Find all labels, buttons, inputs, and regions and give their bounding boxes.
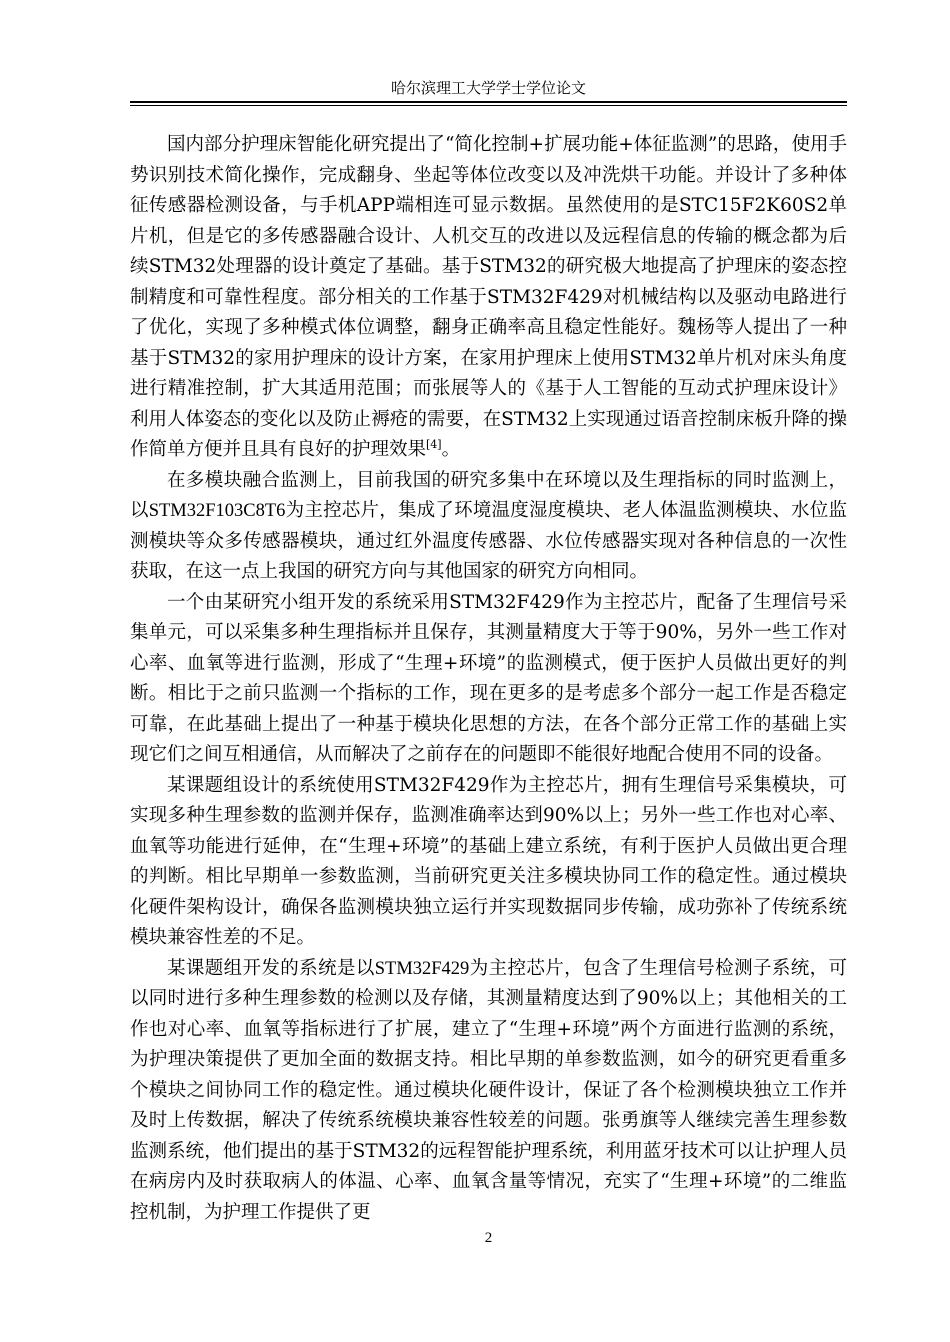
header-rule-thin [130,105,847,106]
paragraph-2-before: 在多模块融合监测上，目前我国的研究多集中在环境以及生理指标的同时监测上，以 [130,469,847,521]
paragraph-5-after: 为主控芯片，包含了生理信号检测子系统，可以同时进行多种生理参数的检测以及存储，其测量精度达到了90%以上；其他相关的工作也对心率、血氧等指标进行了扩展，建立了“生理+环境”两个方面进行监测的系统，为护理决策提供了更加全面的数据支持。相比早期的单参数监测，如今的研究更看重多个模块之间协同工作的稳定性。通过模块化硬件设计，保证了各个检测模块独立工作并及时上传数据，解决了传统系统模块兼容性较差的问题。张勇旗等人继续完善生理参数监测系统，他们提出的基于STM32的远程智能护理系统，利用蓝牙技术可以让护理人员在病房内及时获取病人的体温、心率、血氧含量等情况，充实了“生理+环境”的二维监控机制，为护理工作提供了更 [130,957,847,1223]
paragraph-4: 某课题组设计的系统使用STM32F429作为主控芯片，拥有生理信号采集模块，可实现多种生理参数的监测并保存，监测准确率达到90%以上；另外一些工作也对心率、血氧等功能进行延伸，在“生理+环境”的基础上建立系统，有利于医护人员做出更合理的判断。相比早期单一参数监测，当前研究更关注多模块协同工作的稳定性。通过模块化硬件架构设计，确保各监测模块独立运行并实现数据同步传输，成功弥补了传统系统模块兼容性差的不足。 [130,774,847,948]
paragraph-2-chip: STM32F103C8T6 [148,501,286,521]
paragraph-5-chip: STM32F429 [374,958,470,979]
paragraph-5 [130,954,847,1229]
page-number: 2 [484,1230,493,1246]
paragraph-2-after: 为主控芯片，集成了环境温度湿度模块、老人体温监测模块、水位监测模块等众多传感器模块，通过红外温度传感器、水位传感器实现对各种信息的一次性获取，在这一点上我国的研究方向与其他国家的研究方向相同。 [130,500,847,582]
paragraph-1 [130,130,847,466]
citation-4[interactable]: [4] [426,438,442,451]
paragraph-1-text: 国内部分护理床智能化研究提出了“简化控制+扩展功能+体征监测”的思路，使用手势识别技术简化操作，完成翻身、坐起等体位改变以及冲洗烘干功能。并设计了多种体征传感器检测设备，与手机APP端相连可显示数据。虽然使用的是STC15F2K60S2单片机，但是它的多传感器融合设计、人机交互的改进以及远程信息的传输的概念都为后续STM32处理器的设计奠定了基础。基于STM32的研究极大地提高了护理床的姿态控制精度和可靠性程度。部分相关的工作基于STM32F429对机械结构以及驱动电路进行了优化，实现了多种模式体位调整，翻身正确率高且稳定性能好。魏杨等人提出了一种基于STM32的家用护理床的设计方案，在家用护理床上使用STM32单片机对床头角度进行精准控制，扩大其适用范围；而张展等人的《基于人工智能的互动式护理床设计》利用人体姿态的变化以及防止褥疮的需要，在STM32上实现通过语音控制床板升降的操作简单方便并且具有良好的护理效果 [130,134,847,460]
running-header: 哈尔滨理工大学学士学位论文 [390,79,586,97]
paragraph-2 [130,466,847,588]
paragraph-1-end: 。 [441,439,461,460]
paragraph-5-before: 某课题组开发的系统是以 [167,957,375,979]
body-text [130,130,847,1228]
header-rule-thick [130,101,847,103]
paragraph-3: 一个由某研究小组开发的系统采用STM32F429作为主控芯片，配备了生理信号采集单元，可以采集多种生理指标并且保存，其测量精度大于等于90%，另外一些工作对心率、血氧等进行监测，形成了“生理+环境”的监测模式，便于医护人员做出更好的判断。相比于之前只监测一个指标的工作，现在更多的是考虑多个部分一起工作是否稳定可靠，在此基础上提出了一种基于模块化思想的方法，在各个部分正常工作的基础上实现它们之间互相通信，从而解决了之前存在的问题即不能很好地配合使用不同的设备。 [130,591,847,765]
